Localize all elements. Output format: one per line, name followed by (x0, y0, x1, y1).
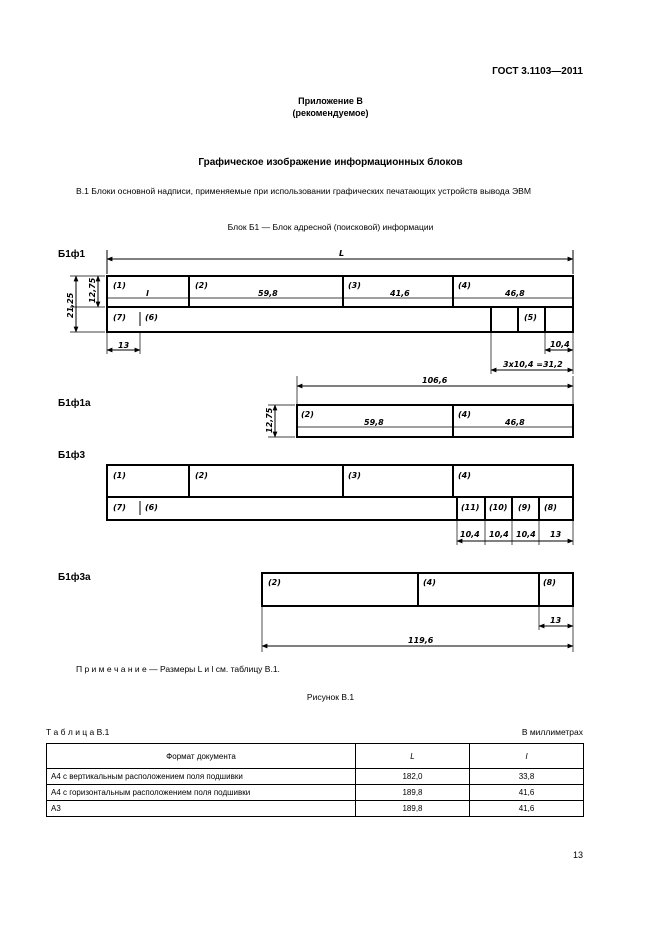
table-header-row (47, 744, 584, 769)
dim-10-4-c: 10,4 (516, 530, 536, 539)
cell-2a: (2) (301, 410, 314, 419)
dim-12-75a: 12,75 (265, 407, 274, 433)
dim-59-8a: 59,8 (364, 418, 384, 427)
cell-4c: (4) (423, 578, 436, 587)
row-l: 41,6 (470, 801, 584, 817)
dim-59-8: 59,8 (258, 289, 278, 298)
cell-10: (10) (489, 503, 508, 512)
cell-3: (3) (348, 281, 361, 290)
cell-8c: (8) (543, 578, 556, 587)
paragraph-b1: В.1 Блоки основной надписи, применяемые при использовании графических печатающих устройств вывода ЭВМ (76, 186, 532, 196)
table-title: Т а б л и ц а В.1 (46, 727, 110, 737)
dim-10-4-a: 10,4 (460, 530, 480, 539)
cell-4a: (4) (458, 410, 471, 419)
cell-4b: (4) (458, 471, 471, 480)
cell-4: (4) (458, 281, 471, 290)
row-format: А4 с вертикальным расположением поля подшивки (47, 769, 356, 785)
cell-2c: (2) (268, 578, 281, 587)
cell-8: (8) (544, 503, 557, 512)
row-l: 41,6 (470, 785, 584, 801)
block-caption: Блок Б1 — Блок адресной (поисковой) информации (227, 222, 434, 232)
table-row (47, 785, 584, 801)
cell-2: (2) (195, 281, 208, 290)
table-row (47, 801, 584, 817)
row-L: 189,8 (356, 785, 470, 801)
b1f1a-frame (297, 405, 573, 437)
label-b1f1: Б1ф1 (58, 249, 86, 260)
dim-46-8a: 46,8 (505, 418, 525, 427)
label-b1f1a: Б1ф1а (58, 398, 91, 409)
dim-13b: 13 (550, 530, 562, 539)
appendix-subtitle: (рекомендуемое) (292, 108, 369, 118)
section-title: Графическое изображение информационных блоков (198, 157, 463, 168)
dim-10-4: 10,4 (550, 340, 570, 349)
label-b1f3: Б1ф3 (58, 450, 86, 461)
dim-13: 13 (118, 341, 130, 350)
row-l: 33,8 (470, 769, 584, 785)
cell-6b: (6) (145, 503, 158, 512)
label-b1f3a: Б1ф3а (58, 572, 91, 583)
header-l: l (470, 744, 584, 769)
page-number: 13 (572, 850, 583, 860)
header-format: Формат документа (47, 744, 356, 769)
cell-1: (1) (113, 281, 126, 290)
appendix-title: Приложение В (298, 96, 363, 106)
figure-note: П р и м е ч а н и е — Размеры L и l см. таблицу В.1. (76, 664, 280, 674)
cell-2b: (2) (195, 471, 208, 480)
cell-11: (11) (461, 503, 480, 512)
b1f1-frame (107, 276, 573, 332)
table-row (47, 769, 584, 785)
cell-6: (6) (145, 313, 158, 322)
cell-7b: (7) (113, 503, 126, 512)
dim-L: L (339, 249, 345, 258)
table-units: В миллиметрах (521, 727, 583, 737)
dim-46-8: 46,8 (505, 289, 525, 298)
cell-3b: (3) (348, 471, 361, 480)
dim-13c: 13 (550, 616, 562, 625)
dim-21-25: 21,25 (66, 292, 75, 318)
header-L: L (356, 744, 470, 769)
figure-caption: Рисунок В.1 (306, 692, 355, 702)
cell-9: (9) (518, 503, 531, 512)
dim-10-4-b: 10,4 (489, 530, 509, 539)
dim-12-75: 12,75 (88, 277, 97, 303)
dim-119-6: 119,6 (408, 636, 434, 645)
dim-l: l (146, 289, 149, 298)
cell-1b: (1) (113, 471, 126, 480)
table-b1 (46, 743, 584, 817)
row-format: А4 с горизонтальным расположением поля подшивки (47, 785, 356, 801)
row-L: 189,8 (356, 801, 470, 817)
standard-number: ГОСТ 3.1103—2011 (492, 66, 583, 77)
dim-106-6: 106,6 (422, 376, 448, 385)
cell-7: (7) (113, 313, 126, 322)
dim-3x10-4: 3х10,4 =31,2 (503, 360, 563, 369)
row-L: 182,0 (356, 769, 470, 785)
cell-5: (5) (524, 313, 537, 322)
dim-41-6: 41,6 (390, 289, 410, 298)
row-format: А3 (47, 801, 356, 817)
